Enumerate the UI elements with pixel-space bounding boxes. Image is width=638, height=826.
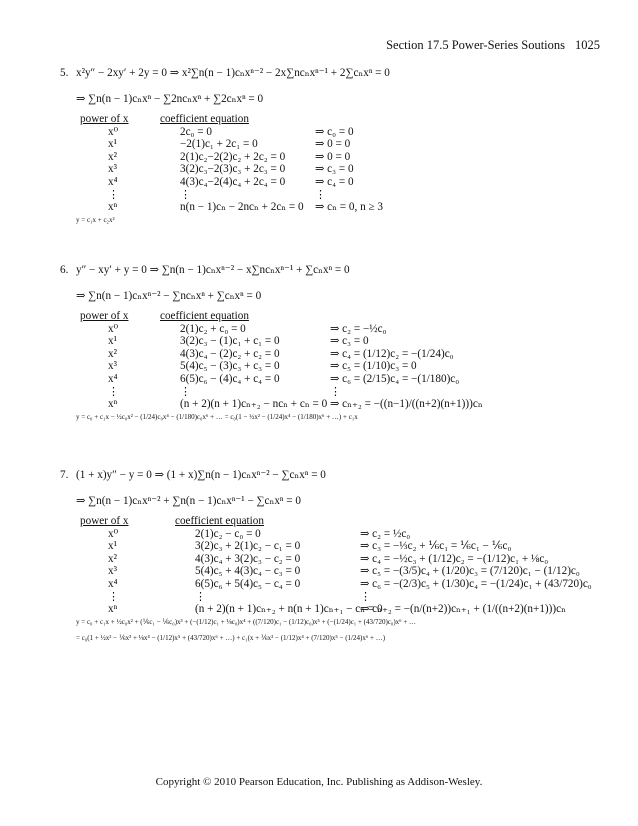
power-cell: x⁴ [108, 372, 118, 385]
coefficient-cell: 3(2)c₃−2(3)c₃ + 2c₃ = 0 [180, 163, 286, 176]
power-cell: x⁴ [108, 577, 118, 590]
result-cell: ⇒ c₄ = (1/12)c₂ = −(1/24)c₀ [330, 347, 454, 360]
result-cell: ⇒ c₂ = ½c₀ [360, 527, 411, 540]
solution-line: y = c₀ + c₁x + ½c₀x² + (⅙c₁ − ⅙c₀)x³ + (−(1/12)c₁ + ⅛c₀)x⁴ + ((7/120)c₁ − (1/12)c₀)x⁵ + (−(1/24)c₁ + (43/720)c₀)x⁶ + … [76, 617, 417, 626]
table-header [80, 311, 605, 324]
coefficient-cell: 6(5)c₆ + 5(4)c₅ − c₄ = 0 [195, 577, 301, 590]
result-cell: ⇒ cₙ₊₂ = −(n/(n+2))cₙ₊₁ + (1/((n+2)(n+1)))cₙ [360, 603, 566, 616]
reindexed-equation [60, 86, 605, 112]
result-cell: ⇒ c₃ = 0 [315, 163, 354, 176]
result-cell: ⇒ c₆ = −(2/3)c₅ + (1/30)c₄ = −(1/24)c₁ + (43/720)c₀ [360, 577, 592, 590]
result-cell: ⇒ c₂ = −½c₀ [330, 322, 387, 335]
result-cell: ⋮ [330, 385, 342, 398]
problem-equation [60, 462, 605, 488]
power-cell: x⁰ [108, 527, 119, 540]
table-row [80, 399, 605, 412]
solution-line: y = c₀ + c₁x − ½c₀x² − (1/24)c₀x⁴ − (1/180)c₀x⁶ + … = c₀(1 − ½x² − (1/24)x⁴ − (1/180)x⁶ + …) + c₁x [76, 412, 358, 421]
differential-equation: (1 + x)y″ − y = 0 ⇒ (1 + x)∑n(n − 1)cₙxⁿ⁻² − ∑cₙxⁿ = 0 [76, 469, 326, 481]
solution-line: y = c₁x + c₂x² [76, 215, 115, 224]
table-row [80, 139, 605, 152]
reindexed-equation [60, 283, 605, 309]
power-cell: x³ [108, 163, 117, 176]
result-cell: ⇒ 0 = 0 [315, 150, 351, 163]
power-cell: xⁿ [108, 398, 118, 411]
problem-6 [60, 257, 605, 428]
coefficient-table [80, 516, 605, 617]
result-cell: ⇒ 0 = 0 [315, 138, 351, 151]
coefficient-cell: n(n − 1)cₙ − 2ncₙ + 2cₙ = 0 [180, 201, 304, 214]
table-row [80, 541, 605, 554]
power-cell: ⋮ [108, 188, 120, 201]
coefficient-cell: 5(4)c₅ + 4(3)c₄ − c₃ = 0 [195, 565, 301, 578]
power-of-x-header: power of x [80, 113, 129, 125]
power-cell: x¹ [108, 335, 117, 348]
page-number: 1025 [575, 38, 600, 52]
coefficient-equation-header: coefficient equation [175, 515, 264, 527]
coefficient-cell: 2c₀ = 0 [180, 125, 212, 138]
table-row [80, 579, 605, 592]
coefficient-cell: 4(3)c₄ − (2)c₂ + c₂ = 0 [180, 347, 280, 360]
coefficient-equation-header: coefficient equation [160, 310, 249, 322]
coefficient-cell: 2(1)c₂−2(2)c₂ + 2c₂ = 0 [180, 150, 286, 163]
problem-7 [60, 462, 605, 649]
coefficient-cell: −2(1)c₁ + 2c₁ = 0 [180, 138, 258, 151]
series-equation: ⇒ ∑n(n − 1)cₙxⁿ⁻² − ∑ncₙxⁿ + ∑cₙxⁿ = 0 [76, 290, 262, 302]
power-cell: x² [108, 150, 117, 163]
coefficient-cell: 3(2)c₃ + 2(1)c₂ − c₁ = 0 [195, 540, 301, 553]
problem-number: 6. [60, 264, 69, 276]
power-cell: x³ [108, 360, 117, 373]
power-cell: x⁰ [108, 125, 119, 138]
differential-equation: y″ − xy′ + y = 0 ⇒ ∑n(n − 1)cₙxⁿ⁻² − x∑ncₙxⁿ⁻¹ + ∑cₙxⁿ = 0 [76, 264, 350, 276]
table-row [80, 374, 605, 387]
solution-line: = c₀(1 + ½x² − ⅙x³ + ⅛x⁴ − (1/12)x⁵ + (43/720)x⁶ + …) + c₁(x + ⅙x³ − (1/12)x⁴ + (7/120)x⁵ − (1/24)x⁶ + …) [76, 633, 386, 642]
problem-equation [60, 60, 605, 86]
result-cell: ⇒ c₄ = −½c₃ + (1/12)c₂ = −(1/12)c₁ + ⅛c₀ [360, 552, 549, 565]
section-title: Section 17.5 Power-Series Soutions [386, 38, 565, 52]
result-cell: ⇒ c₅ = (1/10)c₃ = 0 [330, 360, 417, 373]
table-row [80, 604, 605, 617]
coefficient-cell: 3(2)c₃ − (1)c₁ + c₁ = 0 [180, 335, 280, 348]
table-header [80, 516, 605, 529]
coefficient-cell: 4(3)c₄ + 3(2)c₃ − c₂ = 0 [195, 552, 301, 565]
coefficient-table [80, 114, 605, 215]
coefficient-cell: (n + 2)(n + 1)cₙ₊₂ − ncₙ + cₙ = 0 [180, 398, 328, 411]
power-of-x-header: power of x [80, 515, 129, 527]
result-cell: ⇒ c₃ = −⅓c₂ + ⅙c₁ = ⅙c₁ − ⅙c₀ [360, 540, 512, 553]
page-header [386, 38, 600, 53]
power-cell: ⋮ [108, 590, 120, 603]
result-cell: ⇒ c₃ = 0 [330, 335, 369, 348]
copyright-footer: Copyright © 2010 Pearson Education, Inc. Publishing as Addison-Wesley. [155, 776, 483, 788]
power-cell: x² [108, 552, 117, 565]
coefficient-cell: 2(1)c₂ + c₀ = 0 [180, 322, 246, 335]
power-cell: xⁿ [108, 603, 118, 616]
power-cell: x³ [108, 565, 117, 578]
power-cell: x¹ [108, 540, 117, 553]
result-cell: ⋮ [315, 188, 327, 201]
problem-equation [60, 257, 605, 283]
table-row [80, 177, 605, 190]
series-equation: ⇒ ∑n(n − 1)cₙxⁿ⁻² + ∑n(n − 1)cₙxⁿ⁻¹ − ∑cₙxⁿ = 0 [76, 495, 301, 507]
table-header [80, 114, 605, 127]
coefficient-table [80, 311, 605, 412]
coefficient-cell: ⋮ [195, 590, 207, 603]
result-cell: ⋮ [360, 590, 372, 603]
problem-number: 5. [60, 67, 69, 79]
coefficient-equation-header: coefficient equation [160, 113, 249, 125]
problem-number: 7. [60, 469, 69, 481]
coefficient-cell: (n + 2)(n + 1)cₙ₊₂ + n(n + 1)cₙ₊₁ − cₙ = 0 [195, 603, 383, 616]
series-equation: ⇒ ∑n(n − 1)cₙxⁿ − ∑2ncₙxⁿ + ∑2cₙxⁿ = 0 [76, 93, 264, 105]
table-row [80, 529, 605, 542]
coefficient-cell: ⋮ [180, 188, 192, 201]
coefficient-cell: 4(3)c₄−2(4)c₄ + 2c₄ = 0 [180, 175, 286, 188]
table-row [80, 336, 605, 349]
coefficient-cell: 5(4)c₅ − (3)c₃ + c₃ = 0 [180, 360, 280, 373]
power-cell: x¹ [108, 138, 117, 151]
result-cell: ⇒ c₀ = 0 [315, 125, 354, 138]
result-cell: ⇒ c₄ = 0 [315, 175, 354, 188]
power-cell: xⁿ [108, 201, 118, 214]
result-cell: ⇒ cₙ = 0, n ≥ 3 [315, 201, 383, 214]
coefficient-cell: 6(5)c₆ − (4)c₄ + c₄ = 0 [180, 372, 280, 385]
coefficient-cell: ⋮ [180, 385, 192, 398]
result-cell: ⇒ c₅ = −(3/5)c₄ + (1/20)c₃ = (7/120)c₁ − (1/12)c₀ [360, 565, 580, 578]
table-row [80, 202, 605, 215]
power-cell: x⁴ [108, 175, 118, 188]
reindexed-equation [60, 488, 605, 514]
result-cell: ⇒ cₙ₊₂ = −((n−1)/((n+2)(n+1)))cₙ [330, 398, 483, 411]
differential-equation: x²y″ − 2xy′ + 2y = 0 ⇒ x²∑n(n − 1)cₙxⁿ⁻² − 2x∑ncₙxⁿ⁻¹ + 2∑cₙxⁿ = 0 [76, 67, 390, 79]
problem-5 [60, 60, 605, 231]
coefficient-cell: 2(1)c₂ − c₀ = 0 [195, 527, 261, 540]
power-of-x-header: power of x [80, 310, 129, 322]
result-cell: ⇒ c₆ = (2/15)c₄ = −(1/180)c₀ [330, 372, 460, 385]
power-cell: ⋮ [108, 385, 120, 398]
power-cell: x² [108, 347, 117, 360]
power-cell: x⁰ [108, 322, 119, 335]
